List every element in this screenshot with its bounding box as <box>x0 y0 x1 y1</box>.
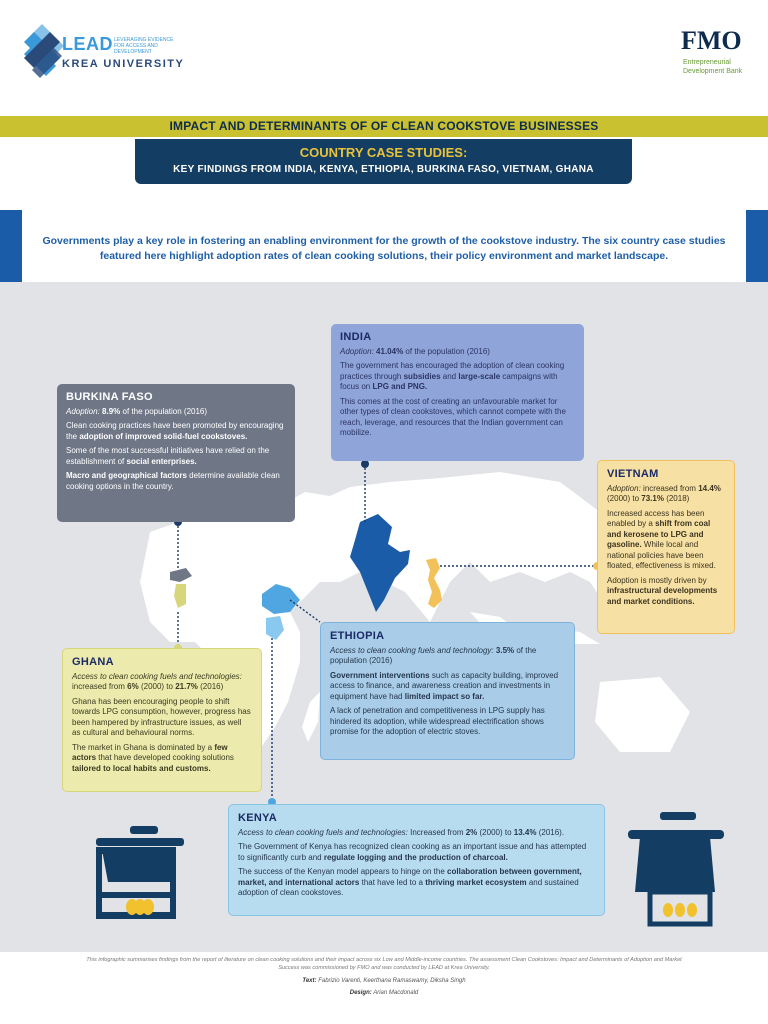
burkina-adoption: Adoption: 8.9% of the population (2016) <box>66 406 208 416</box>
kenya-access: Access to clean cooking fuels and technologies: Increased from 2% (2000) to 13.4% (2016). <box>238 827 565 837</box>
ghana-paragraph-2: The market in Ghana is dominated by a few actors that have developed cooking solutions tailored to local habits and customs. <box>72 742 234 773</box>
ghana-title: GHANA <box>72 656 114 668</box>
cooking-pot-right-icon <box>628 812 724 924</box>
lead-logo-icon <box>20 24 64 82</box>
ethiopia-connector <box>290 600 320 622</box>
design-credit: Design: Arian Macdonald <box>349 990 419 996</box>
burkina-card <box>57 384 295 522</box>
title-bar <box>0 116 768 137</box>
ethiopia-paragraph-2: A lack of penetration and competitiveness in LPG supply has hindered its adoption, while widespread electrification shows promise for the adoption of electric stoves. <box>330 706 545 736</box>
case-studies-banner <box>135 139 632 184</box>
ghana-access: Access to clean cooking fuels and technologies: increased from 6% (2000) to 21.7% (2016) <box>72 671 242 691</box>
vietnam-adoption: Adoption: increased from 14.4% (2000) to 73.1% (2018) <box>607 483 721 503</box>
fmo-tagline: Entrepreneurial Development Bank <box>683 59 743 75</box>
case-studies-title: COUNTRY CASE STUDIES: <box>299 145 468 160</box>
india-adoption: Adoption: 41.04% of the population (2016) <box>340 346 490 356</box>
ethiopia-access: Access to clean cooking fuels and technology: 3.5% of the population (2016) <box>330 645 537 665</box>
lead-tagline: LEVERAGING EVIDENCE FOR ACCESS AND DEVELOPMENT <box>114 37 174 55</box>
india-card <box>331 324 584 461</box>
text-credit: Text: Fabrizio Varenti, Keerthana Ramaswamy, Diksha Singh <box>302 978 466 984</box>
vietnam-paragraph-1: Increased access has been enabled by a shift from coal and kerosene to LPG and gasoline. While local and national policies have been floated, effectiveness is mixed. <box>607 508 716 570</box>
burkina-paragraph-2: Some of the most successful initiatives have relied on the establishment of social enterprises. <box>66 446 270 466</box>
india-dot <box>361 460 369 468</box>
lead-name: LEAD <box>62 34 113 54</box>
intro-band-left-accent <box>0 210 22 282</box>
vietnam-card <box>597 460 735 634</box>
kenya-paragraph-2: The success of the Kenyan model appears to hinge on the collaboration between government, market, and international actors that have led to a thriving market ecosystem and sustained adoption of clean cookstoves. <box>238 867 582 897</box>
intro-text: Governments play a key role in fostering an enabling environment for the growth of the cookstove industry. The six country case studies featured here highlight adoption rates of clean cooking solutions, their policy environment and market landscape. <box>42 235 726 262</box>
india-paragraph-1: The government has encouraged the adoption of clean cooking practices through subsidies and large-scale campaigns with focus on LPG and PNG. <box>340 361 565 391</box>
ethiopia-paragraph-1: Government interventions such as capacity building, improved access to finance, and awareness creation and investments in equipment have had limited impact so far. <box>330 670 559 701</box>
cooking-pot-left-icon <box>96 826 184 919</box>
intro-band-right-accent <box>746 210 768 282</box>
india-paragraph-2: This comes at the cost of creating an unfavourable market for other types of clean cookstoves, which cannot compete with the reach, leverage, and resources that the Indian government can mobilize. <box>340 396 566 437</box>
footer-note: This infographic summarises findings from the report of literature on clean cooking solutions and their impact across six Low and Middle-income countries. The assessment Clean Cookstoves: Impact and Determinants of Adoption and Market Success was commissioned by FMO and was conducted by LEAD at Krea University. <box>86 957 682 971</box>
kenya-card <box>228 804 605 916</box>
ethiopia-card <box>320 622 575 760</box>
madagascar-shape <box>302 692 320 742</box>
ghana-paragraph-1: Ghana has been encouraging people to shift towards LPG consumption, however, progress has been hampered by infrastructure issues, as well as cultural and behavioural norms. <box>72 696 251 737</box>
ghana-card <box>62 648 262 792</box>
lead-university: KREA UNIVERSITY <box>62 58 185 70</box>
vietnam-paragraph-2: Adoption is mostly driven by infrastructural developments and market conditions. <box>607 575 718 606</box>
burkina-paragraph-3: Macro and geographical factors determine available clean cooking options in the country. <box>66 471 280 491</box>
burkina-paragraph-1: Clean cooking practices have been promoted by encouraging the adoption of improved solid-fuel cookstoves. <box>66 421 284 441</box>
burkina-title: BURKINA FASO <box>66 391 153 403</box>
kenya-paragraph-1: The Government of Kenya has recognized clean cooking as an important issue and has attempted to significantly curb and regulate logging and the production of charcoal. <box>238 842 587 862</box>
page-title: IMPACT AND DETERMINANTS OF OF CLEAN COOKSTOVE BUSINESSES <box>169 119 599 133</box>
ethiopia-title: ETHIOPIA <box>330 630 385 642</box>
fmo-logo: FMO <box>681 26 742 55</box>
kenya-title: KENYA <box>238 812 277 824</box>
india-title: INDIA <box>340 331 372 343</box>
case-studies-subtitle: KEY FINDINGS FROM INDIA, KENYA, ETHIOPIA, BURKINA FASO, VIETNAM, GHANA <box>173 164 594 175</box>
vietnam-title: VIETNAM <box>607 468 659 480</box>
